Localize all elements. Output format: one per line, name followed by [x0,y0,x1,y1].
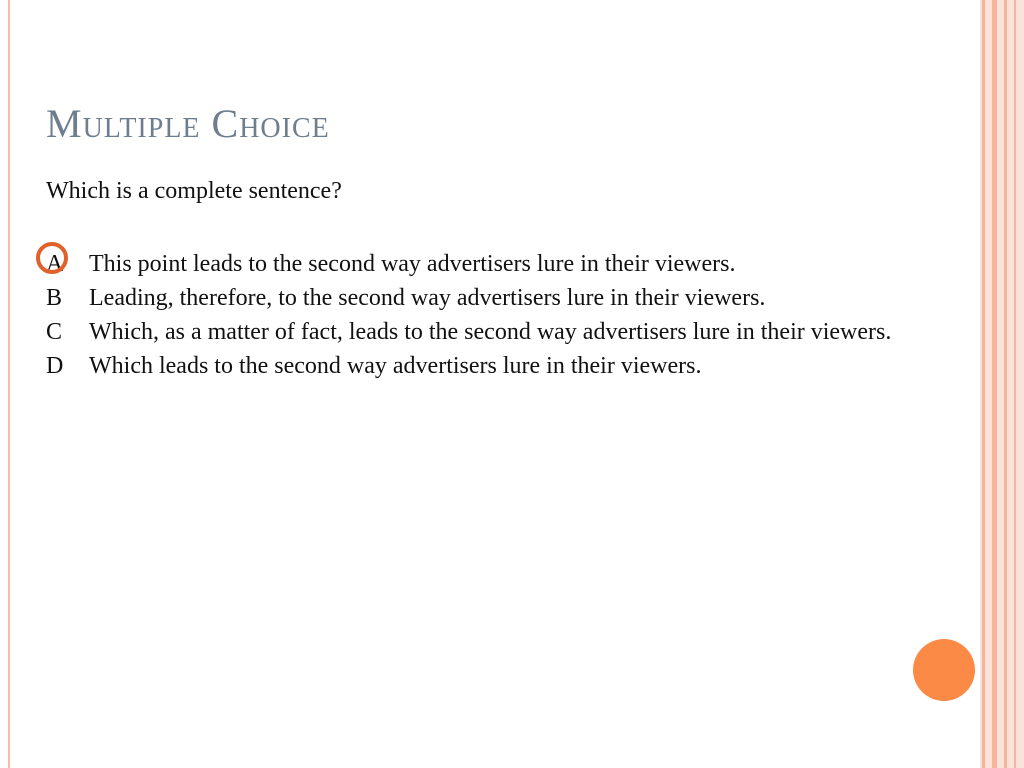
answer-option-a [46,247,981,281]
right-stripe [1014,0,1016,768]
slide-title: Multiple Choice [46,101,330,146]
answer-option-c [46,315,981,349]
option-text: This point leads to the second way advertisers lure in their viewers. [89,251,736,277]
option-letter [46,315,89,349]
answer-options [46,247,981,383]
answer-option-d [46,349,981,383]
option-letter-label: A [46,251,64,277]
right-stripe [982,0,985,768]
option-text: Which, as a matter of fact, leads to the second way advertisers lure in their viewers. [89,319,892,345]
option-letter-label: B [46,285,63,311]
option-letter [46,247,89,281]
right-decorative-band [980,0,1024,768]
right-stripe [992,0,997,768]
option-text: Which leads to the second way advertisers lure in their viewers. [89,353,702,379]
option-letter [46,281,89,315]
decorative-orange-dot [913,639,975,701]
option-letter [46,349,89,383]
option-text: Leading, therefore, to the second way advertisers lure in their viewers. [89,285,766,311]
answer-option-b [46,281,981,315]
right-stripe [1004,0,1007,768]
answer-circle-mark [36,242,68,274]
left-border [8,0,10,768]
option-letter-label: C [46,319,63,345]
option-letter-label: D [46,353,64,379]
question-text: Which is a complete sentence? [46,178,342,204]
